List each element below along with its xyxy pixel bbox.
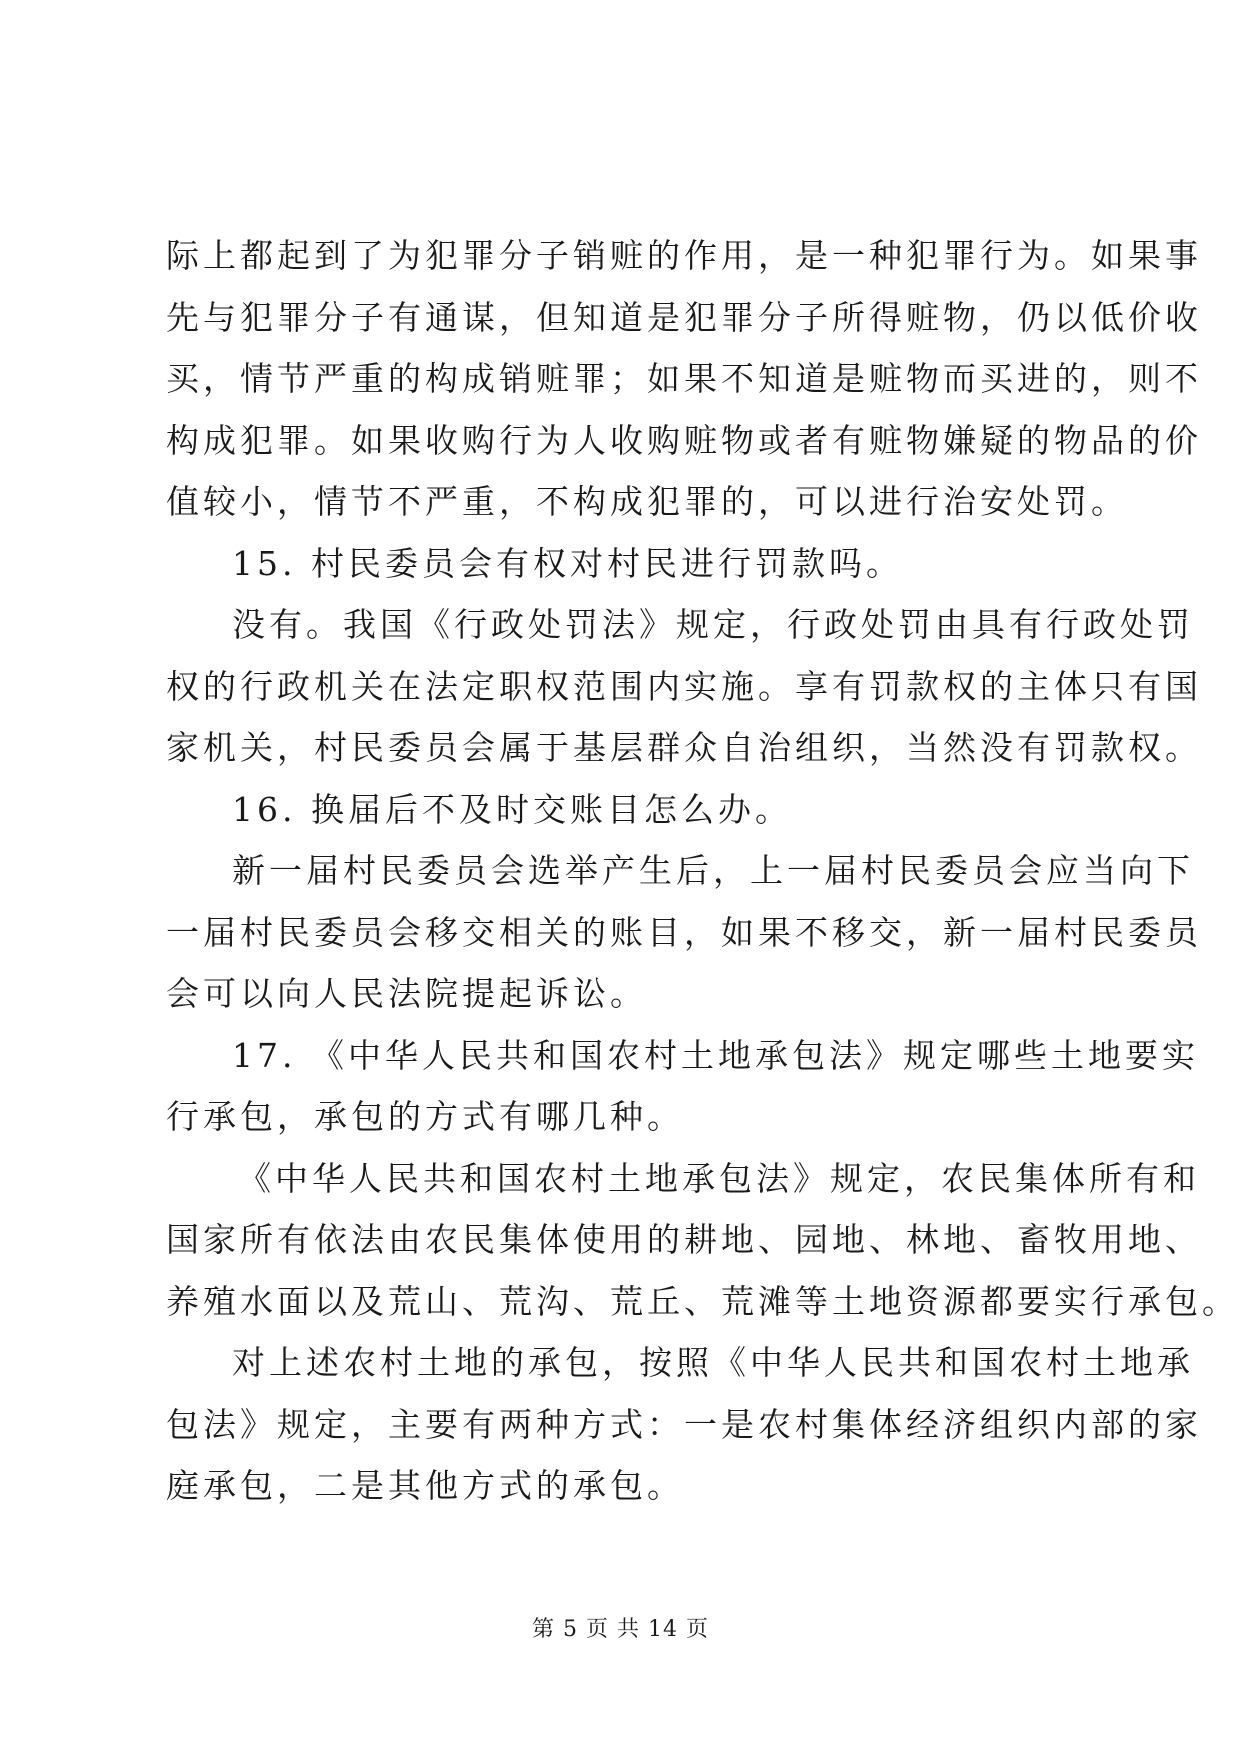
text-line: 行承包，承包的方式有哪几种。 — [166, 1097, 684, 1136]
page-number-footer: 第 5 页 共 14 页 — [532, 1617, 709, 1642]
question-heading: 17. 《中华人民共和国农村土地承包法》规定哪些土地要实 — [232, 1035, 1199, 1075]
text-line: 值较小，情节不严重，不构成犯罪的，可以进行治安处罚。 — [166, 482, 1128, 521]
text-line: 买，情节严重的构成销赃罪；如果不知道是赃物而买进的，则不 — [166, 359, 1202, 398]
text-line: 对上述农村土地的承包，按照《中华人民共和国农村土地承 — [232, 1343, 1194, 1382]
text-line: 包法》规定，主要有两种方式：一是农村集体经济组织内部的家 — [166, 1404, 1202, 1444]
text-line: 构成犯罪。如果收购行为人收购赃物或者有赃物嫌疑的物品的价 — [166, 420, 1202, 460]
text-line: 权的行政机关在法定职权范围内实施。享有罚款权的主体只有国 — [166, 666, 1202, 706]
text-line: 国家所有依法由农民集体使用的耕地、园地、林地、畜牧用地、 — [166, 1220, 1202, 1259]
text-line: 先与犯罪分子有通谋，但知道是犯罪分子所得赃物，仍以低价收 — [166, 297, 1202, 337]
text-line: 《中华人民共和国农村土地承包法》规定，农民集体所有和 — [238, 1158, 1200, 1198]
question-heading: 15. 村民委员会有权对村民进行罚款吗。 — [232, 543, 903, 583]
text-line: 会可以向人民法院提起诉讼。 — [166, 974, 647, 1013]
text-line: 庭承包，二是其他方式的承包。 — [166, 1466, 684, 1505]
text-line: 家机关，村民委员会属于基层群众自治组织，当然没有罚款权。 — [166, 728, 1202, 767]
text-line: 一届村民委员会移交相关的账目，如果不移交，新一届村民委员 — [166, 912, 1202, 952]
text-line: 没有。我国《行政处罚法》规定，行政处罚由具有行政处罚 — [232, 605, 1194, 644]
text-line: 际上都起到了为犯罪分子销赃的作用，是一种犯罪行为。如果事 — [166, 236, 1202, 275]
text-line: 养殖水面以及荒山、荒沟、荒丘、荒滩等土地资源都要实行承包。 — [166, 1281, 1239, 1321]
question-heading: 16. 换届后不及时交账目怎么办。 — [232, 789, 792, 829]
body-text — [166, 225, 1239, 1517]
text-line: 新一届村民委员会选举产生后，上一届村民委员会应当向下 — [232, 851, 1194, 890]
